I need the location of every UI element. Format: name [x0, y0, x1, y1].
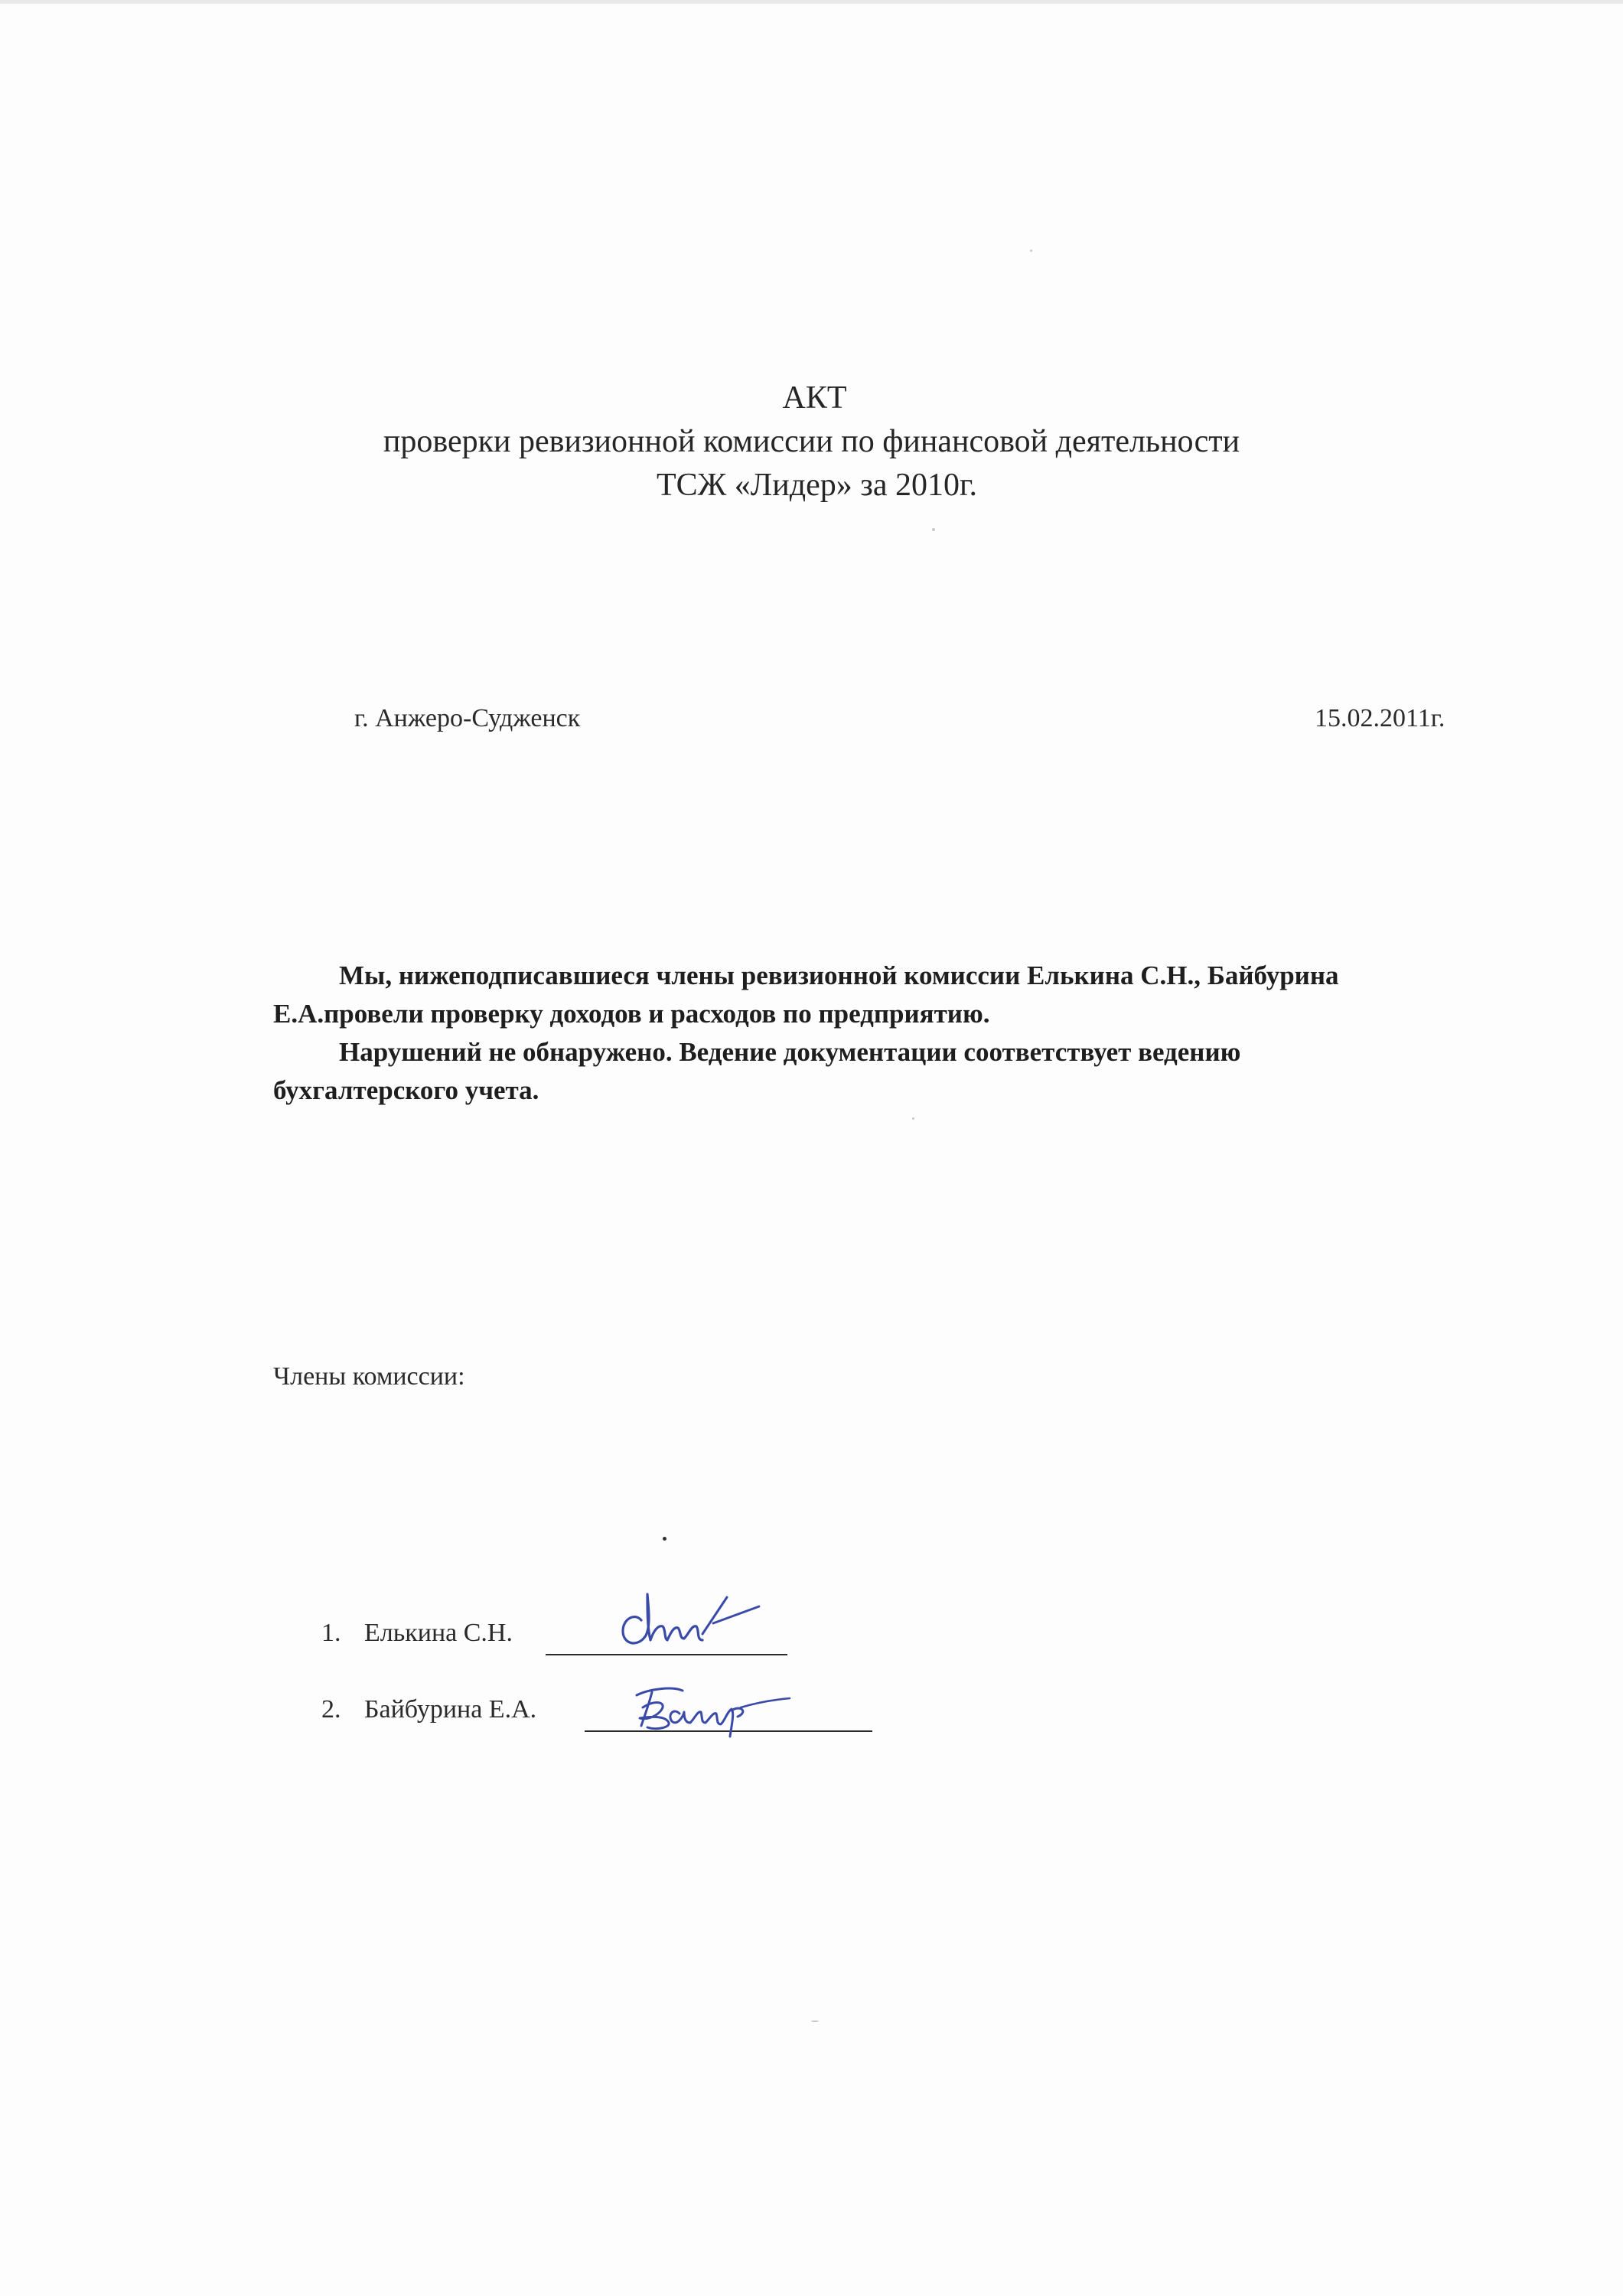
signatory-number: 1. — [321, 1619, 341, 1647]
title-line-subject: проверки ревизионной комиссии по финансовой деятельности — [383, 424, 1240, 459]
scan-speck — [811, 2020, 819, 2022]
document-place: г. Анжеро-Судженск — [354, 704, 581, 732]
document-body — [273, 957, 1543, 1110]
body-paragraph-2-line-1: Нарушений не обнаружено. Ведение документации соответствует ведению — [339, 1037, 1241, 1067]
document-date: 15.02.2011г. — [1315, 704, 1445, 732]
document-title — [0, 377, 1623, 507]
title-line-act: АКТ — [782, 380, 847, 416]
signatory-name: Байбурина Е.А. — [364, 1695, 537, 1724]
signatory-name: Елькина С.Н. — [364, 1619, 513, 1647]
stray-dot — [663, 1537, 666, 1541]
members-label: Члены комиссии: — [273, 1362, 465, 1391]
signatory-number: 2. — [321, 1695, 341, 1724]
title-line-organization: ТСЖ «Лидер» за 2010г. — [657, 468, 977, 503]
handwritten-signature-1 — [612, 1580, 765, 1665]
signatory-row-2 — [321, 1695, 536, 1724]
scan-speck — [912, 1117, 914, 1120]
signatory-row-1 — [321, 1619, 513, 1648]
scan-top-edge — [0, 0, 1623, 4]
scan-speck — [1030, 249, 1032, 252]
scan-speck — [932, 528, 935, 531]
body-paragraph-2-line-2: бухгалтерского учета. — [273, 1075, 539, 1105]
body-paragraph-1-line-2: Е.А.провели проверку доходов и расходов по предприятию. — [273, 999, 990, 1029]
handwritten-signature-2 — [626, 1672, 794, 1741]
body-paragraph-1-line-1: Мы, нижеподписавшиеся члены ревизионной комиссии Елькина С.Н., Байбурина — [339, 960, 1339, 990]
